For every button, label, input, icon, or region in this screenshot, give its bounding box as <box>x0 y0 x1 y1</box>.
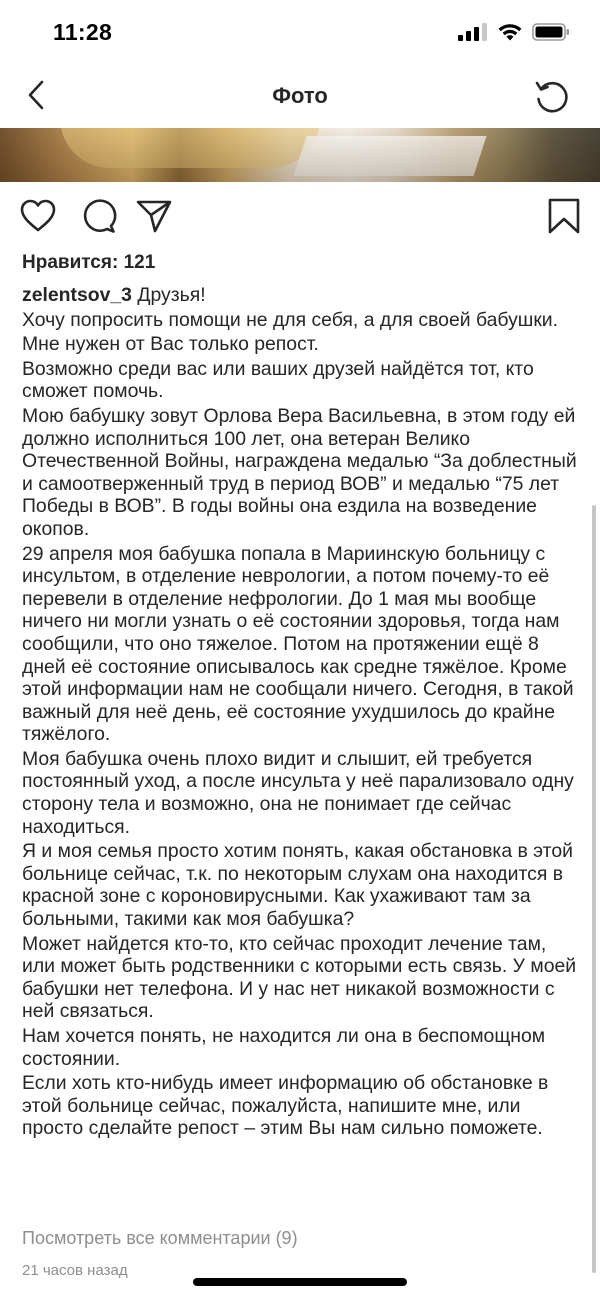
battery-icon <box>532 22 570 42</box>
comment-icon[interactable] <box>78 196 118 236</box>
caption-paragraph: Мою бабушку зовут Орлова Вера Васильевна, в этом году ей должно исполниться 100 лет, она ветеран Велико Отечественной Войны, награждена медалью “За доблестный и самоотверженный труд в период ВОВ” и медалью “75 лет Победы в ВОВ”. В годы войны она ездила на возведение окопов. <box>22 404 577 540</box>
caption-paragraph: Может найдется кто-то, кто сейчас проходит лечение там, или может быть родственники с которыми есть связь. У моей бабушки нет телефона. И у нас нет никакой возможности с ней связаться. <box>22 932 577 1023</box>
caption-paragraph <box>22 284 582 307</box>
status-time: 11:28 <box>53 19 113 45</box>
caption-paragraph: Я и моя семья просто хотим понять, какая обстановка в этой больнице сейчас, т.к. по некоторым слухам она находится в красной зоне с короновирусными. Как ухаживают там за больными, такими как моя бабушка? <box>22 840 573 931</box>
status-icons <box>458 22 570 42</box>
page-title: Фото <box>272 83 328 108</box>
post-timestamp: 21 часов назад <box>22 1262 128 1279</box>
caption-paragraph: Хочу попросить помощи не для себя, а для своей бабушки. <box>22 308 559 331</box>
home-indicator[interactable] <box>193 1278 407 1286</box>
post-action-bar <box>0 196 600 240</box>
nav-bar <box>0 66 600 128</box>
author-username[interactable]: zelentsov_3 <box>22 284 132 306</box>
caption-paragraph: 29 апреля моя бабушка попала в Мариинскую больницу с инсультом, в отделение неврологии, а потом почему-то её перевели в отделение нефрологии. До 1 мая мы вообще ничего ни могли узнать о её состоянии здоровья, тогда нам сообщили, что оно тяжелое. Потом на протяжении ещё 8 дней её состояние описывалось как средне тяжёлое. Кроме этой информации нам не сообщали ничего. Сегодня, в такой важный для неё день, её состояние ухудшилось до крайне тяжёлого. <box>22 542 574 746</box>
photo-shade <box>0 128 600 182</box>
likes-count[interactable]: Нравится: 121 <box>22 252 156 273</box>
caption-paragraph: Моя бабушка очень плохо видит и слышит, ей требуется постоянный уход, а после инсульта у неё парализовало одну сторону тела и возможно, она не понимает где сейчас находиться. <box>22 747 574 838</box>
caption-paragraph: Возможно среди вас или ваших друзей найдётся тот, кто сможет помочь. <box>22 357 534 403</box>
status-bar <box>0 0 600 66</box>
caption-text: Друзья! <box>137 284 206 306</box>
caption-paragraph: Мне нужен от Вас только репост. <box>22 333 319 356</box>
caption-paragraph: Если хоть кто-нибудь имеет информацию об обстановке в этой больнице сейчас, пожалуйста, напишите мне, или просто сделайте репост – этим Вы нам сильно поможете. <box>22 1072 549 1140</box>
caption-paragraph: Нам хочется понять, не находится ли она в беспомощном состоянии. <box>22 1025 546 1070</box>
post-caption <box>22 284 582 1142</box>
refresh-icon[interactable] <box>532 77 572 117</box>
heart-icon[interactable] <box>18 196 58 236</box>
post-photo[interactable] <box>0 128 600 182</box>
view-all-comments-link[interactable]: Посмотреть все комментарии (9) <box>22 1228 298 1248</box>
scrollbar[interactable] <box>592 505 596 1273</box>
wifi-icon <box>497 22 523 42</box>
paper-plane-icon[interactable] <box>134 196 174 236</box>
cellular-signal-icon <box>458 22 488 42</box>
bookmark-icon[interactable] <box>544 196 584 236</box>
